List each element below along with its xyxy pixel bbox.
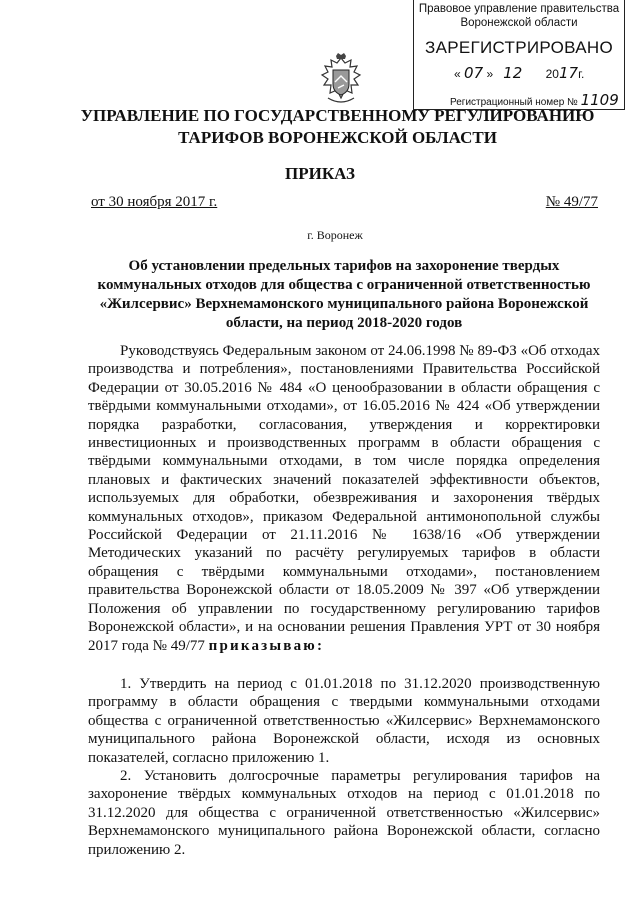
- stamp-date-year-hand: 17: [558, 64, 579, 82]
- voronezh-coat-of-arms-icon: [318, 52, 364, 110]
- document-type: ПРИКАЗ: [285, 164, 355, 183]
- preamble-paragraph: [88, 342, 600, 655]
- document-city: г. Воронеж: [307, 228, 363, 242]
- stamp-line2: Воронежской области: [460, 17, 578, 29]
- document-date: от 30 ноября 2017 г.: [91, 194, 218, 210]
- command-text: приказываю:: [208, 637, 325, 654]
- stamp-authority: [414, 2, 624, 30]
- stamp-date-suffix: г.: [578, 67, 585, 81]
- stamp-date-month: 12: [503, 64, 523, 82]
- item-2: 2. Установить долгосрочные параметры регулирования тарифов на захоронение твёрдых коммунальных отходов на период с 01.01.2018 по 31.12.2020 для общества с ограниченной ответственностью «Жилсервис» Верхнемамонского муниципального района Воронежской области, согласно приложению 2.: [88, 767, 600, 858]
- document-title: Об установлении предельных тарифов на захоронение твердых коммунальных отходов для общества с ограниченной ответственностью «Жилсервис» Верхнемамонского муниципального района Воронежской области, на период 2018-2020 годов: [97, 258, 591, 331]
- stamp-reg-number: 1109: [580, 91, 619, 109]
- org-line2: ТАРИФОВ ВОРОНЕЖСКОЙ ОБЛАСТИ: [178, 128, 497, 147]
- organization-name: [80, 105, 595, 149]
- stamp-date-year-prefix: 20: [545, 67, 559, 81]
- stamp-date-open: «: [454, 67, 461, 81]
- registration-stamp: [413, 0, 625, 110]
- stamp-line1: Правовое управление правительства: [418, 3, 620, 15]
- stamp-reg-label: Регистрационный номер №: [450, 97, 578, 108]
- document-body: [88, 342, 600, 859]
- org-line1: УПРАВЛЕНИЕ ПО ГОСУДАРСТВЕННОМУ РЕГУЛИРОВАНИЮ: [80, 106, 595, 125]
- stamp-date: [454, 64, 584, 82]
- document-number: № 49/77: [545, 194, 598, 210]
- preamble-text: Руководствуясь Федеральным законом от 24.06.1998 № 89-ФЗ «Об отходах производства и потребления», постановлениями Правительства Российской Федерации от 30.05.2016 № 484 «О ценообразовании в области обращения с твёрдыми коммунальными отходами», от 16.05.2016 № 424 «Об утверждении порядка разработки, согласования, утверждения и корректировки инвестиционных и производственных программ в области обращения с твёрдыми коммунальными отходами, в том числе порядка определения плановых и фактических значений показателей эффективности объектов, используемых для обработки, обезвреживания и захоронения твёрдых коммунальных отходов», приказом Федеральной антимонопольной службы Российской Федерации от 21.11.2016 № 1638/16 «Об утверждении Методических указаний по расчёту регулируемых тарифов в области обращения с твёрдыми коммунальными отходами», постановлением правительства Воронежской области от 18.05.2009 № 397 «Об утверждении Положения об управлении по государственному регулированию тарифов Воронежской области», и на основании решения Правления УРТ от 30 ноября 2017 года № 49/77: [88, 343, 600, 654]
- stamp-date-day: 07: [464, 64, 484, 82]
- stamp-date-mid: »: [486, 67, 494, 81]
- item-1: 1. Утвердить на период с 01.01.2018 по 31.12.2020 производственную программу в области обращения с твердыми коммунальными отходами общества с ограниченной ответственностью «Жилсервис» Верхнемамонского муниципального района Воронежской области, исходя из основных показателей, согласно приложению 1.: [88, 675, 600, 766]
- stamp-status: ЗАРЕГИСТРИРОВАНО: [425, 38, 613, 57]
